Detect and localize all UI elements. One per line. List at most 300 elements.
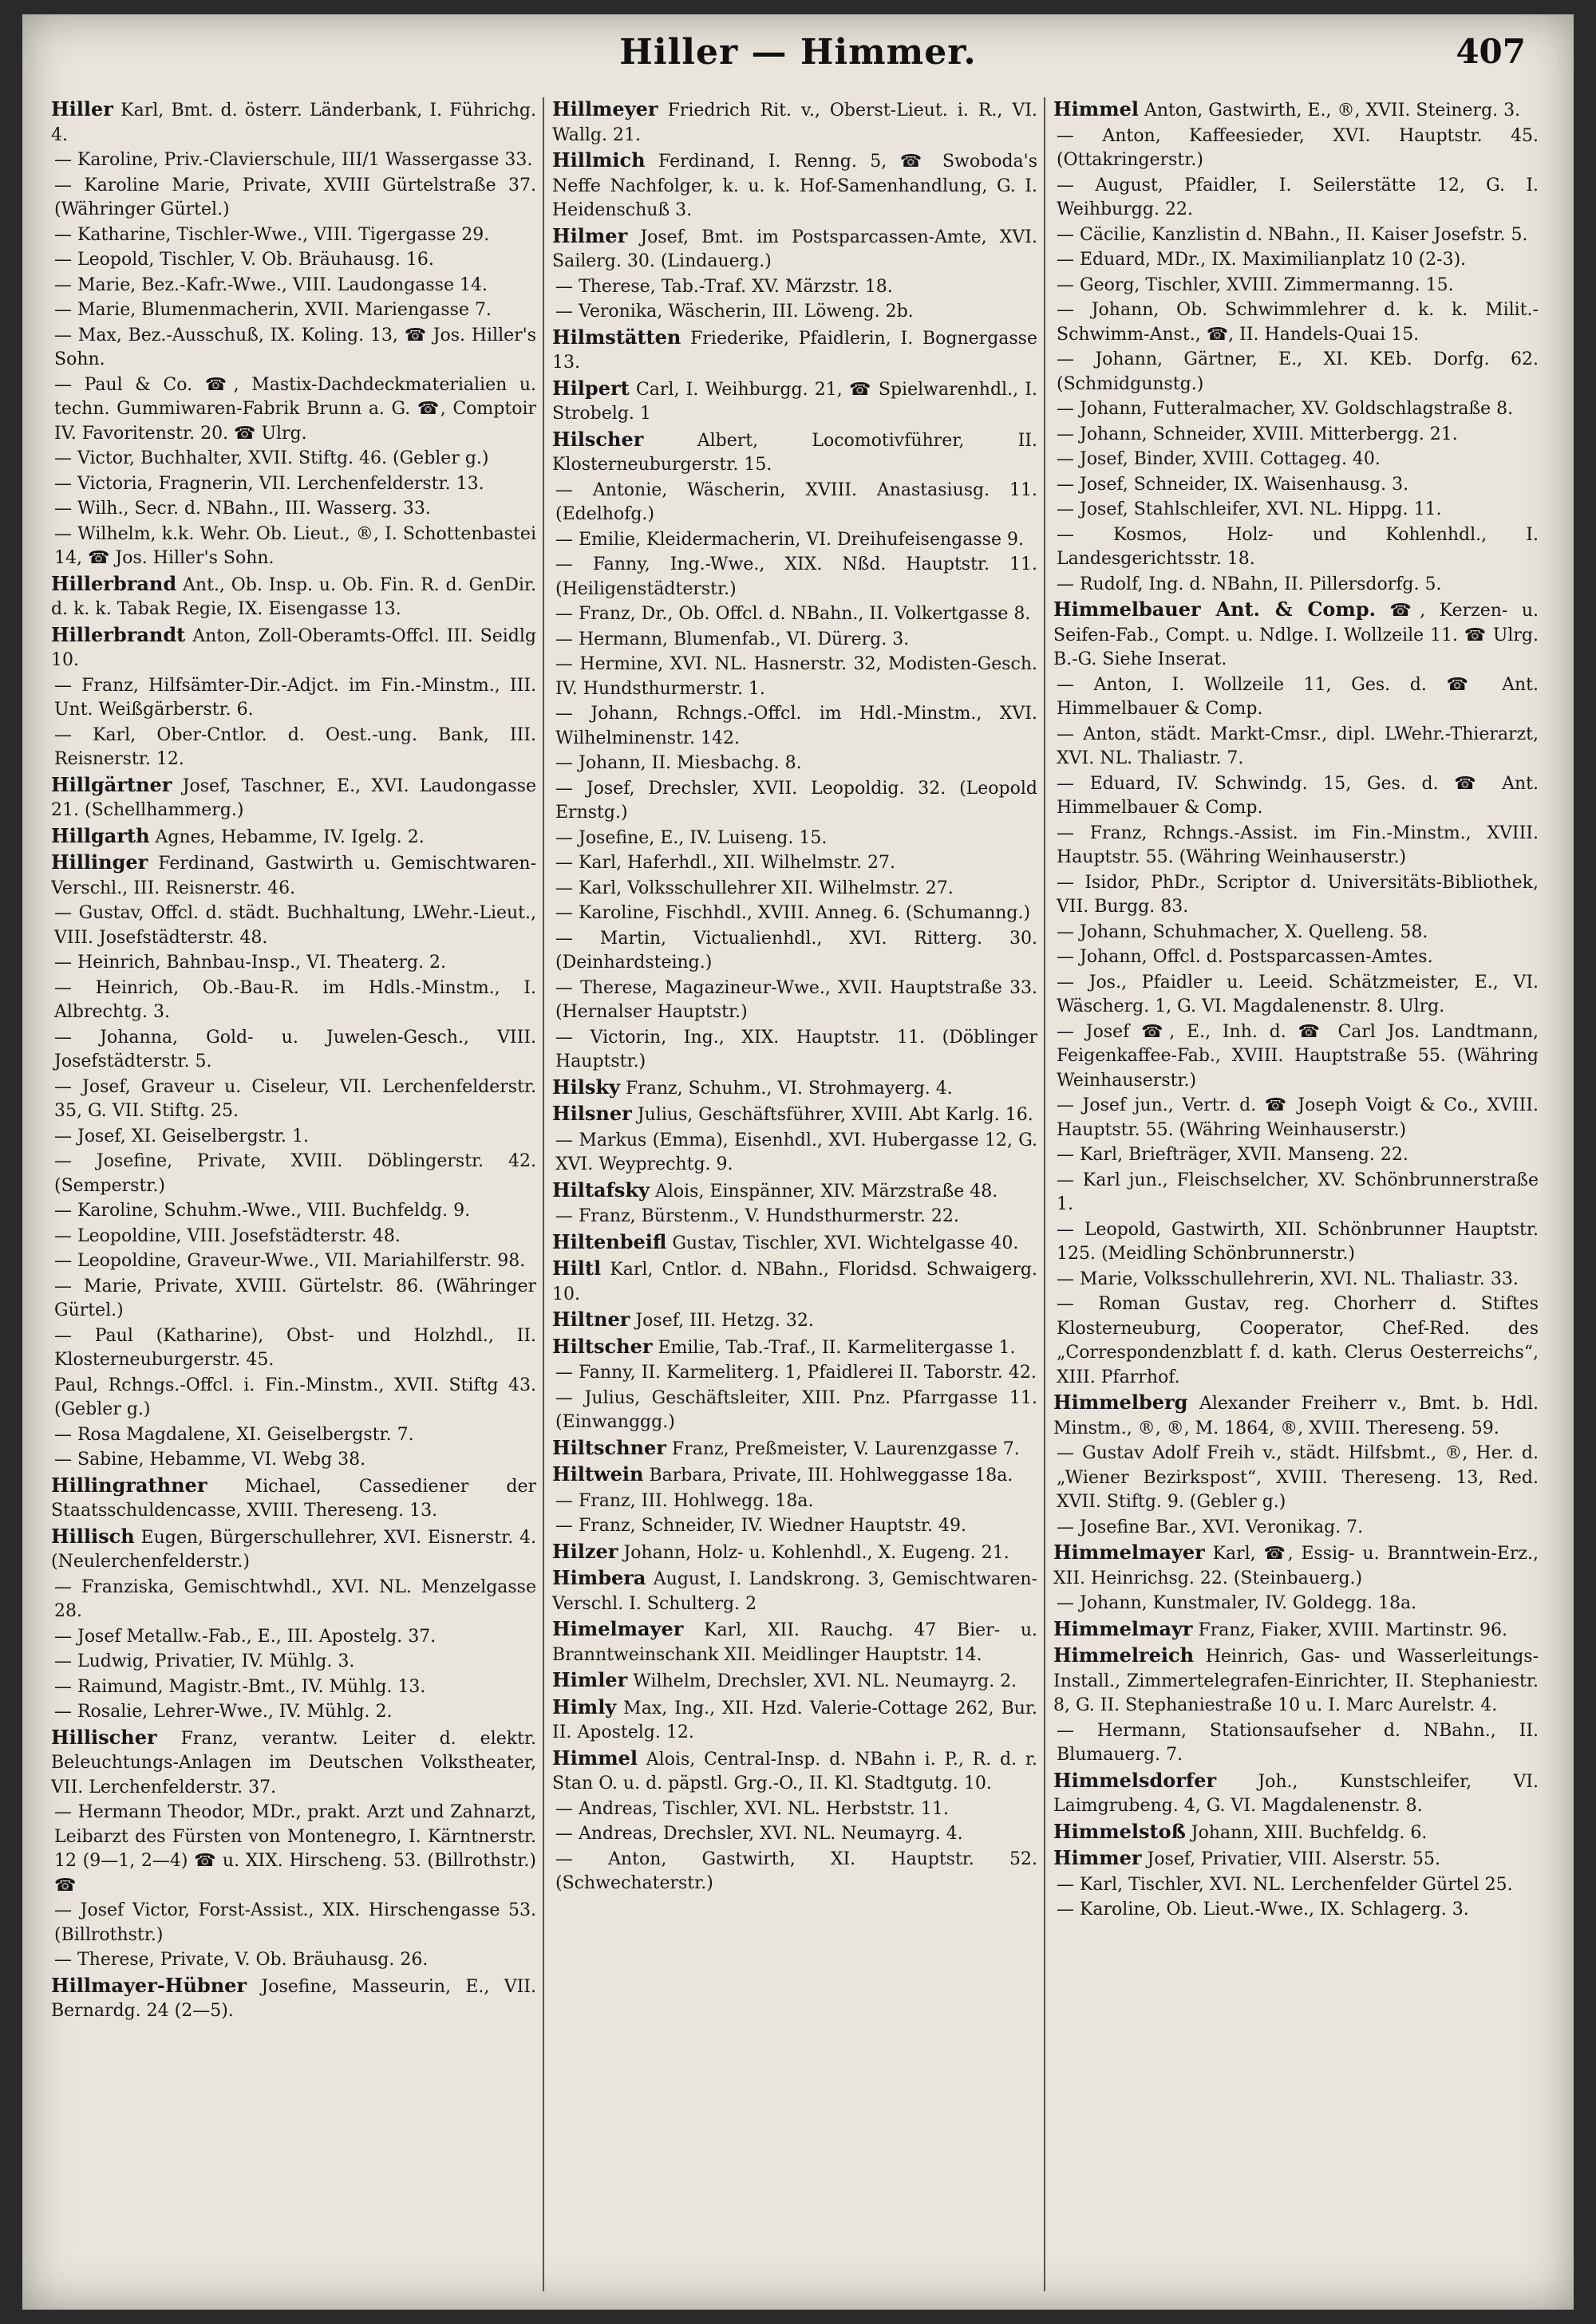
directory-entry-headword	[1053, 1617, 1539, 1643]
directory-entry-headword	[51, 623, 536, 673]
directory-entry-sub	[1053, 223, 1539, 248]
directory-entry-sub	[1053, 523, 1539, 572]
directory-entry-sub	[1053, 1898, 1539, 1923]
entry-text: — Anton, Gastwirth, XI. Hauptstr. 52. (Schwechaterstr.)	[555, 1849, 1037, 1893]
entry-text: Joh., Kunstschleifer, VI. Laimgrubeng. 4, G. VI. Magdalenenstr. 8.	[1053, 1771, 1539, 1816]
directory-entry-sub	[552, 1848, 1037, 1896]
directory-entry-sub	[51, 1249, 536, 1274]
entry-surname: Hilsner	[552, 1102, 632, 1125]
entry-surname: Hillmich	[552, 148, 646, 172]
directory-entry-sub	[51, 1125, 536, 1150]
entry-text: — Julius, Geschäftsleiter, XIII. Pnz. Pfarrgasse 11. (Einwanggg.)	[555, 1387, 1037, 1432]
entry-text: — Karl, Ober-Cntlor. d. Oest.-ung. Bank, III. Reisnerstr. 12.	[54, 724, 536, 769]
entry-surname: Himmelsdorfer	[1053, 1768, 1217, 1792]
directory-entry-headword	[552, 97, 1037, 148]
entry-text: — Anton, Kaffeesieder, XVI. Hauptstr. 45. (Ottakringerstr.)	[1057, 125, 1539, 170]
entry-text: — Franz, Hilfsämter-Dir.-Adjct. im Fin.-Minstm., III. Unt. Weißgärberstr. 6.	[54, 675, 536, 720]
entry-surname: Hiltenbeifl	[552, 1229, 667, 1253]
directory-entry-sub	[1053, 423, 1539, 448]
entry-text: — Markus (Emma), Eisenhdl., XVI. Hubergasse 12, G. XVI. Weyprechtg. 9.	[555, 1130, 1037, 1174]
directory-entry-sub	[51, 977, 536, 1025]
entry-text: — Johanna, Gold- u. Juwelen-Gesch., VIII. Josefstädterstr. 5.	[54, 1027, 536, 1071]
entry-surname: Himmer	[1053, 1846, 1142, 1869]
directory-entry-sub	[51, 223, 536, 248]
entry-surname: Hilzer	[552, 1539, 618, 1563]
entry-text: Karl, Cntlor. d. NBahn., Floridsd. Schwaigerg. 10.	[552, 1260, 1037, 1304]
entry-text: — Sabine, Hebamme, VI. Webg 38.	[54, 1450, 366, 1470]
directory-entry-sub	[51, 1324, 536, 1373]
entry-text: — Johann, Kunstmaler, IV. Goldegg. 18a.	[1057, 1593, 1417, 1613]
entry-text: — Hermann, Blumenfab., VI. Dürerg. 3.	[555, 629, 910, 649]
entry-text: Agnes, Hebamme, IV. Igelg. 2.	[149, 827, 425, 847]
directory-entry-sub	[51, 1199, 536, 1224]
entry-text: Franz, Schuhm., VI. Strohmayerg. 4.	[620, 1078, 953, 1099]
entry-text: — Karoline Marie, Private, XVIII Gürtelstraße 37. (Währinger Gürtel.)	[54, 175, 536, 219]
directory-entry-sub	[552, 702, 1037, 751]
directory-entry-headword	[552, 326, 1037, 376]
entry-text: — Andreas, Tischler, XVI. NL. Herbststr. 11.	[555, 1798, 949, 1819]
entry-surname: Himmelmayer	[1053, 1541, 1205, 1564]
directory-entry-sub	[51, 1275, 536, 1324]
entry-text: — Georg, Tischler, XVIII. Zimmermanng. 15.	[1057, 274, 1454, 295]
entry-text: Wilhelm, Drechsler, XVI. NL. Neumayrg. 2.	[627, 1671, 1017, 1691]
directory-entry-sub	[1053, 1292, 1539, 1390]
entry-text: Franz, Preßmeister, V. Laurenzgasse 7.	[666, 1438, 1020, 1459]
entry-text: Josef, Taschner, E., XVI. Laudongasse 21. (Schellhammerg.)	[51, 775, 536, 820]
entry-text: — Rosa Magdalene, XI. Geiselbergstr. 7.	[54, 1424, 414, 1445]
entry-surname: Hillinger	[51, 850, 148, 874]
entry-text: — Martin, Victualienhdl., XVI. Ritterg. 30. (Deinhardsteing.)	[555, 928, 1037, 973]
entry-text: — Roman Gustav, reg. Chorherr d. Stiftes Klosterneuburg, Cooperator, Chef-Red. des „Correspondenzblatt f. d. kath. Clerus Oesterreichs“, XIII. Pfarrhof.	[1057, 1294, 1539, 1387]
directory-entry-headword	[552, 1695, 1037, 1746]
directory-entry-headword	[1053, 1769, 1539, 1819]
directory-entry-headword	[51, 1726, 536, 1801]
directory-entry-headword	[552, 1436, 1037, 1462]
entry-surname: Himbera	[552, 1566, 646, 1589]
entry-text: — Josefine, E., IV. Luiseng. 15.	[555, 827, 828, 848]
entry-text: — Karoline, Fischhdl., XVIII. Anneg. 6. (Schumanng.)	[555, 903, 1031, 923]
directory-entry-headword	[51, 824, 536, 850]
directory-entry-sub	[51, 951, 536, 976]
directory-entry-headword	[51, 850, 536, 901]
entry-surname: Himmel	[552, 1746, 638, 1770]
directory-entry-headword	[1053, 97, 1539, 124]
directory-entry-headword	[552, 1335, 1037, 1361]
entry-surname: Himmel	[1053, 97, 1139, 120]
entry-text: Josef, Privatier, VIII. Alserstr. 55.	[1141, 1849, 1440, 1869]
entry-text: — Antonie, Wäscherin, XVIII. Anastasiusg. 11. (Edelhofg.)	[555, 479, 1037, 524]
entry-text: — Josef jun., Vertr. d. ☎ Joseph Voigt & Co., XVIII. Hauptstr. 55. (Währing Weinhauserstr.)	[1057, 1095, 1539, 1140]
directory-entry-sub	[51, 724, 536, 772]
entry-text: — Josef ☎, E., Inh. d. ☎ Carl Jos. Landtmann, Feigenkaffee-Fab., XVIII. Hauptstraße 55. (Währing Weinhauserstr.)	[1057, 1021, 1539, 1091]
directory-entry-sub	[51, 447, 536, 472]
directory-entry-sub	[1053, 1592, 1539, 1616]
directory-entry-sub	[51, 1625, 536, 1650]
directory-entry-sub	[1053, 772, 1539, 821]
directory-entry-sub	[51, 298, 536, 323]
directory-entry-sub	[1053, 945, 1539, 970]
entry-text: — Franz, Dr., Ob. Offcl. d. NBahn., II. Volkertgasse 8.	[555, 604, 1031, 624]
directory-entry-headword	[552, 1746, 1037, 1797]
directory-entry-sub	[552, 553, 1037, 602]
entry-text: — Johann, Ob. Schwimmlehrer d. k. k. Milit.-Schwimm-Anst., ☎, II. Handels-Quai 15.	[1057, 300, 1539, 345]
entry-text: — Johann, Schneider, XVIII. Mitterbergg. 21.	[1057, 424, 1458, 444]
entry-text: — Franz, Rchngs.-Assist. im Fin.-Minstm., XVIII. Hauptstr. 55. (Währing Weinhauserstr.)	[1057, 823, 1539, 867]
entry-text: — Jos., Pfaidler u. Leeid. Schätzmeister, E., VI. Wäscherg. 1, G. VI. Magdalenenstr. 8. Ulrg.	[1057, 972, 1539, 1016]
entry-text: — Josef, Graveur u. Ciseleur, VII. Lerchenfelderstr. 35, G. VII. Stiftg. 25.	[54, 1076, 536, 1121]
directory-entry-sub	[552, 628, 1037, 653]
directory-entry-sub	[1053, 124, 1539, 173]
entry-text: Franz, Fiaker, XVIII. Martinstr. 96.	[1192, 1620, 1508, 1640]
directory-entry-sub	[552, 528, 1037, 553]
directory-entry-headword	[552, 428, 1037, 478]
entry-surname: Hilmer	[552, 223, 628, 247]
entry-text: Ant., Ob. Insp. u. Ob. Fin. R. d. GenDir. d. k. k. Tabak Regie, IX. Eisengasse 13.	[51, 574, 536, 619]
directory-entry-sub	[1053, 1873, 1539, 1898]
entry-text: — Anton, städt. Markt-Cmsr., dipl. LWehr.-Thierarzt, XVI. NL. Thaliastr. 7.	[1057, 724, 1539, 768]
directory-entry-headword	[1053, 1643, 1539, 1718]
entry-text: — Victor, Buchhalter, XVII. Stiftg. 46. (Gebler g.)	[54, 448, 489, 468]
directory-entry-sub	[1053, 1516, 1539, 1541]
entry-text: — Karoline, Priv.-Clavierschule, III/1 Wassergasse 33.	[54, 150, 533, 170]
directory-entry-sub	[51, 1948, 536, 1973]
entry-text: — Josef Victor, Forst-Assist., XIX. Hirschengasse 53. (Billrothstr.)	[54, 1900, 536, 1945]
entry-surname: Himmelreich	[1053, 1643, 1195, 1667]
entry-text: — Franz, Bürstenm., V. Hundsthurmerstr. 22.	[555, 1206, 959, 1226]
entry-text: — Cäcilie, Kanzlistin d. NBahn., II. Kaiser Josefstr. 5.	[1057, 224, 1528, 245]
directory-entry-sub	[51, 472, 536, 497]
entry-text: — Johann, Offcl. d. Postsparcassen-Amtes.	[1057, 947, 1433, 967]
directory-entry-sub	[1053, 871, 1539, 920]
entry-surname: Hiltschner	[552, 1435, 666, 1459]
column-middle	[552, 97, 1045, 2291]
entry-text: — Rosalie, Lehrer-Wwe., IV. Mühlg. 2.	[54, 1702, 393, 1722]
directory-entry-sub	[51, 324, 536, 373]
directory-entry-headword	[51, 1474, 536, 1524]
directory-entry-sub	[51, 497, 536, 522]
directory-entry-sub	[51, 1150, 536, 1198]
directory-entry-headword	[552, 1617, 1037, 1667]
directory-entry-sub	[1053, 1218, 1539, 1267]
directory-entry-sub	[552, 479, 1037, 527]
directory-entry-sub	[51, 1374, 536, 1422]
directory-entry-sub	[552, 275, 1037, 300]
entry-text: — Johann, Rchngs.-Offcl. im Hdl.-Minstm., XVI. Wilhelminenstr. 142.	[555, 704, 1037, 748]
entry-text: — Andreas, Drechsler, XVI. NL. Neumayrg. 4.	[555, 1824, 963, 1844]
entry-text: Julius, Geschäftsführer, XVIII. Abt Karlg. 16.	[631, 1105, 1033, 1125]
entry-text: — Marie, Private, XVIII. Gürtelstr. 86. (Währinger Gürtel.)	[54, 1276, 536, 1320]
entry-text: — Therese, Tab.-Traf. XV. Märzstr. 18.	[555, 276, 893, 297]
entry-text: Anton, Zoll-Oberamts-Offcl. III. Seidlg 10.	[51, 625, 536, 670]
entry-text: — Max, Bez.-Ausschuß, IX. Koling. 13, ☎ Jos. Hiller's Sohn.	[54, 325, 536, 369]
column-right	[1053, 97, 1545, 2291]
directory-entry-sub	[1053, 274, 1539, 298]
entry-text: — Kosmos, Holz- und Kohlenhdl., I. Landesgerichtsstr. 18.	[1057, 524, 1539, 569]
entry-text: — Karl, Tischler, XVI. NL. Lerchenfelder Gürtel 25.	[1057, 1874, 1513, 1895]
directory-entry-headword	[552, 1102, 1037, 1128]
directory-entry-sub	[51, 1700, 536, 1725]
entry-text: — Karl, Haferhdl., XII. Wilhelmstr. 27.	[555, 853, 895, 873]
directory-entry-sub	[51, 1576, 536, 1624]
entry-text: — Paul (Katharine), Obst- und Holzhdl., II. Klosterneuburgerstr. 45.	[54, 1325, 536, 1370]
directory-entry-sub	[1053, 248, 1539, 273]
entry-surname: Hillingrathner	[51, 1473, 207, 1497]
directory-entry-sub	[51, 1899, 536, 1947]
directory-entry-sub	[1053, 298, 1539, 347]
directory-entry-sub	[552, 1489, 1037, 1514]
directory-entry-sub	[1053, 971, 1539, 1020]
running-title: Hiller — Himmer.	[619, 32, 977, 73]
entry-text: — Karoline, Schuhm.-Wwe., VIII. Buchfeldg. 9.	[54, 1201, 471, 1221]
directory-entry-headword	[552, 1566, 1037, 1616]
entry-text: — Franz, III. Hohlwegg. 18a.	[555, 1490, 814, 1511]
directory-entry-sub	[552, 1822, 1037, 1847]
entry-text: — Josef Metallw.-Fab., E., III. Apostelg. 37.	[54, 1626, 437, 1647]
entry-text: Albert, Locomotivführer, II. Klosterneuburgerstr. 15.	[552, 430, 1037, 475]
entry-surname: Hillgarth	[51, 823, 150, 847]
entry-text: Heinrich, Gas- und Wasserleitungs-Install., Zimmertelegrafen-Einrichter, II. Stephaniestr. 8, G. II. Stephaniestraße 10 u. I. Marc Aurelstr. 4.	[1053, 1647, 1539, 1715]
directory-entry-sub	[51, 1448, 536, 1473]
directory-entry-headword	[1053, 598, 1539, 673]
entry-surname: Himmelbauer Ant. & Comp.	[1053, 598, 1376, 621]
directory-entry-sub	[1053, 673, 1539, 722]
entry-text: — Johann, Schuhmacher, X. Quelleng. 58.	[1057, 921, 1428, 942]
directory-entry-headword	[552, 1230, 1037, 1257]
entry-text: Max, Ing., XII. Hzd. Valerie-Cottage 262, Bur. II. Apostelg. 12.	[552, 1698, 1037, 1742]
directory-entry-sub	[552, 752, 1037, 776]
entry-text: Josefine, Masseurin, E., VII. Bernardg. 24 (2—5).	[51, 1976, 536, 2021]
entry-text: ☎, Kerzen- u. Seifen-Fab., Compt. u. Ndlge. I. Wollzeile 11. ☎ Ulrg. B.-G. Siehe Inserat.	[1053, 601, 1539, 669]
directory-entry-sub	[51, 523, 536, 571]
directory-entry-sub	[552, 1361, 1037, 1386]
entry-text: — Paul & Co. ☎, Mastix-Dachdeckmaterialien u. techn. Gummiwaren-Fabrik Brunn a. G. ☎, Comptoir IV. Favoritenstr. 20. ☎ Ulrg.	[54, 374, 536, 444]
entry-surname: Hiltwein	[552, 1462, 644, 1486]
directory-entry-sub	[552, 653, 1037, 701]
entry-text: — August, Pfaidler, I. Seilerstätte 12, G. I. Weihburgg. 22.	[1057, 175, 1539, 219]
entry-text: — Fanny, Ing.-Wwe., XIX. Nßd. Hauptstr. 11. (Heiligenstädterstr.)	[555, 554, 1037, 599]
entry-text: Ferdinand, Gastwirth u. Gemischtwaren-Verschl., III. Reisnerstr. 46.	[51, 854, 536, 898]
directory-entry-headword	[1053, 1391, 1539, 1441]
directory-entry-sub	[51, 274, 536, 298]
entry-text: — Karl jun., Fleischselcher, XV. Schönbrunnerstraße 1.	[1057, 1170, 1539, 1214]
entry-surname: Hilpert	[552, 376, 630, 400]
entry-text: — Josef, Schneider, IX. Waisenhausg. 3.	[1057, 474, 1409, 495]
directory-entry-headword	[51, 773, 536, 823]
entry-text: Franz, verantw. Leiter d. elektr. Beleuchtungs-Anlagen im Deutschen Volkstheater, VII. Lerchenfelderstr. 37.	[51, 1728, 536, 1797]
directory-entry-sub	[1053, 473, 1539, 498]
entry-text: Johann, Holz- u. Kohlenhdl., X. Eugeng. 21.	[618, 1542, 1009, 1563]
directory-entry-sub	[1053, 1169, 1539, 1217]
entry-text: — Marie, Bez.-Kafr.-Wwe., VIII. Laudongasse 14.	[54, 274, 488, 295]
directory-entry-sub	[51, 902, 536, 950]
entry-text: — Eduard, IV. Schwindg. 15, Ges. d. ☎ Ant. Himmelbauer & Comp.	[1057, 773, 1539, 818]
entry-surname: Hillisch	[51, 1524, 135, 1548]
entry-text: — Johann, Futteralmacher, XV. Goldschlagstraße 8.	[1057, 399, 1514, 419]
entry-surname: Hillgärtner	[51, 772, 172, 796]
entry-text: — Leopold, Gastwirth, XII. Schönbrunner Hauptstr. 125. (Meidling Schönbrunnerstr.)	[1057, 1219, 1539, 1264]
directory-entry-sub	[1053, 1268, 1539, 1292]
directory-entry-sub	[552, 1514, 1037, 1539]
directory-entry-sub	[552, 1026, 1037, 1075]
directory-entry-sub	[51, 174, 536, 223]
entry-text: Barbara, Private, III. Hohlweggasse 18a.	[643, 1466, 1013, 1486]
entry-surname: Hilmstätten	[552, 325, 681, 349]
directory-entry-sub	[1053, 1442, 1539, 1515]
directory-entry-sub	[1053, 174, 1539, 223]
directory-entry-headword	[552, 1257, 1037, 1307]
directory-entry-headword	[1053, 1541, 1539, 1591]
entry-text: — Heinrich, Ob.-Bau-R. im Hdls.-Minstm., I. Albrechtg. 3.	[54, 977, 536, 1022]
entry-text: Friederike, Pfaidlerin, I. Bognergasse 13.	[552, 328, 1037, 373]
entry-surname: Hillerbrand	[51, 571, 177, 595]
directory-columns	[51, 97, 1545, 2291]
directory-entry-sub	[51, 1675, 536, 1700]
directory-entry-sub	[552, 927, 1037, 976]
entry-text: — Karl, Volksschullehrer XII. Wilhelmstr. 27.	[555, 878, 954, 898]
directory-entry-sub	[552, 602, 1037, 627]
entry-surname: Hiltl	[552, 1257, 602, 1280]
entry-text: — Raimund, Magistr.-Bmt., IV. Mühlg. 13.	[54, 1676, 426, 1697]
entry-text: — Josef, Drechsler, XVII. Leopoldig. 32. (Leopold Ernstg.)	[555, 778, 1037, 823]
directory-entry-sub	[1053, 723, 1539, 771]
entry-text: Gustav, Tischler, XVI. Wichtelgasse 40.	[666, 1233, 1019, 1253]
entry-text: — Karoline, Ob. Lieut.-Wwe., IX. Schlagerg. 3.	[1057, 1900, 1469, 1920]
entry-text: Alexander Freiherr v., Bmt. b. Hdl. Minstm., ®, ®, M. 1864, ®, XVIII. Thereseng. 59.	[1053, 1394, 1539, 1438]
directory-entry-sub	[51, 373, 536, 447]
directory-entry-sub	[51, 1225, 536, 1249]
entry-text: — Marie, Blumenmacherin, XVII. Mariengasse 7.	[54, 300, 492, 320]
entry-text: — Karl, Briefträger, XVII. Manseng. 22.	[1057, 1145, 1408, 1165]
entry-text: — Therese, Magazineur-Wwe., XVII. Hauptstraße 33. (Hernalser Hauptstr.)	[555, 977, 1037, 1022]
entry-text: — Gustav, Offcl. d. städt. Buchhaltung, LWehr.-Lieut., VIII. Josefstädterstr. 48.	[54, 903, 536, 948]
entry-text: Carl, I. Weihburgg. 21, ☎ Spielwarenhdl., I. Strobelg. 1	[552, 379, 1037, 424]
entry-surname: Hilsky	[552, 1075, 620, 1099]
directory-entry-sub	[1053, 448, 1539, 472]
entry-text: — Leopoldine, Graveur-Wwe., VII. Mariahilferstr. 98.	[54, 1251, 526, 1271]
entry-text: — Josefine, Private, XVIII. Döblingerstr. 42. (Semperstr.)	[54, 1151, 536, 1196]
directory-entry-sub	[1053, 1094, 1539, 1142]
directory-entry-headword	[51, 1974, 536, 2024]
entry-text: — Josef, Binder, XVIII. Cottageg. 40.	[1057, 449, 1381, 469]
directory-entry-headword	[1053, 1846, 1539, 1872]
entry-surname: Hiltner	[552, 1308, 630, 1331]
directory-entry-headword	[51, 572, 536, 622]
directory-entry-sub	[51, 1423, 536, 1448]
entry-text: — Hermine, XVI. NL. Hasnerstr. 32, Modisten-Gesch. IV. Hundsthurmerstr. 1.	[555, 654, 1037, 699]
entry-text: Ferdinand, I. Renng. 5, ☎ Swoboda's Neffe Nachfolger, k. u. k. Hof-Samenhandlung, G. I. Heidenschuß 3.	[552, 152, 1037, 220]
entry-surname: Hilscher	[552, 427, 644, 451]
entry-surname: Himmelberg	[1053, 1391, 1188, 1414]
entry-text: Johann, XIII. Buchfeldg. 6.	[1185, 1822, 1428, 1843]
entry-surname: Himmelmayr	[1053, 1616, 1193, 1640]
entry-text: Eugen, Bürgerschullehrer, XVI. Eisnerstr. 4. (Neulerchenfelderstr.)	[51, 1527, 536, 1572]
entry-text: — Johann, II. Miesbachg. 8.	[555, 753, 802, 773]
directory-entry-sub	[51, 674, 536, 723]
entry-text: August, I. Landskrong. 3, Gemischtwaren-Verschl. I. Schulterg. 2	[552, 1569, 1037, 1614]
directory-entry-headword	[552, 148, 1037, 223]
entry-text: Karl, Bmt. d. österr. Länderbank, I. Führichg. 4.	[51, 101, 536, 145]
directory-entry-sub	[552, 902, 1037, 926]
entry-surname: Hillerbrandt	[51, 622, 186, 646]
entry-text: — Rudolf, Ing. d. NBahn, II. Pillersdorfg. 5.	[1057, 574, 1442, 594]
entry-text: — Heinrich, Bahnbau-Insp., VI. Theaterg. 2.	[54, 953, 447, 973]
directory-entry-headword	[51, 1525, 536, 1575]
entry-surname: Himelmayer	[552, 1617, 684, 1640]
entry-text: — Anton, I. Wollzeile 11, Ges. d. ☎ Ant. Himmelbauer & Comp.	[1057, 674, 1539, 719]
entry-text: — Katharine, Tischler-Wwe., VIII. Tigergasse 29.	[54, 224, 490, 245]
column-left	[51, 97, 544, 2291]
entry-surname: Himmelstoß	[1053, 1819, 1186, 1843]
directory-entry-headword	[552, 377, 1037, 427]
entry-text: Josef, III. Hetzg. 32.	[630, 1311, 814, 1331]
directory-entry-sub	[51, 1026, 536, 1075]
directory-entry-sub	[552, 877, 1037, 902]
directory-entry-sub	[1053, 1020, 1539, 1094]
entry-text: — Gustav Adolf Freih v., städt. Hilfsbmt., ®, Her. d. „Wiener Bezirkspost“, XVIII. Thereseng. 13, Red. XVII. Stiftg. 9. (Gebler g.)	[1057, 1443, 1539, 1512]
entry-text: Alois, Einspänner, XIV. Märzstraße 48.	[649, 1181, 998, 1201]
entry-text: Alois, Central-Insp. d. NBahn i. P., R. d. r. Stan O. u. d. päpstl. Grg.-O., II. Kl. Stadtgutg. 10.	[552, 1749, 1037, 1793]
entry-text: — Johann, Gärtner, E., XI. KEb. Dorfg. 62. (Schmidgunstg.)	[1057, 349, 1539, 394]
directory-entry-sub	[552, 851, 1037, 876]
directory-entry-sub	[51, 1075, 536, 1124]
entry-surname: Hiller	[51, 97, 113, 120]
entry-text: — Wilhelm, k.k. Wehr. Ob. Lieut., ®, I. Schottenbastei 14, ☎ Jos. Hiller's Sohn.	[54, 523, 536, 568]
directory-entry-headword	[1053, 1820, 1539, 1846]
directory-entry-sub	[51, 1801, 536, 1898]
directory-entry-sub	[1053, 822, 1539, 870]
directory-entry-headword	[552, 1075, 1037, 1102]
entry-text: — Leopold, Tischler, V. Ob. Bräuhausg. 16.	[54, 250, 434, 270]
entry-surname: Hillmeyer	[552, 97, 658, 120]
entry-text: — Wilh., Secr. d. NBahn., III. Wasserg. 33.	[54, 499, 431, 519]
directory-entry-sub	[1053, 397, 1539, 422]
directory-entry-sub	[552, 977, 1037, 1025]
entry-text: — Marie, Volksschullehrerin, XVI. NL. Thaliastr. 33.	[1057, 1269, 1519, 1289]
entry-text: — Fanny, II. Karmeliterg. 1, Pfaidlerei II. Taborstr. 42.	[555, 1363, 1037, 1383]
directory-entry-sub	[1053, 1719, 1539, 1768]
directory-entry-sub	[552, 1797, 1037, 1822]
directory-entry-sub	[51, 248, 536, 273]
directory-entry-sub	[552, 1205, 1037, 1229]
page-header	[22, 32, 1574, 88]
directory-entry-sub	[51, 148, 536, 173]
entry-text: Anton, Gastwirth, E., ®, XVII. Steinerg. 3.	[1138, 101, 1521, 120]
directory-entry-headword	[552, 1178, 1037, 1205]
entry-text: Emilie, Tab.-Traf., II. Karmelitergasse 1.	[652, 1337, 1016, 1358]
entry-text: — Josef, Stahlschleifer, XVI. NL. Hippg. 11.	[1057, 499, 1442, 519]
directory-entry-headword	[552, 1540, 1037, 1566]
directory-entry-sub	[552, 1387, 1037, 1435]
entry-text: Michael, Cassediener der Staatsschuldencasse, XVIII. Thereseng. 13.	[51, 1476, 536, 1521]
directory-page	[22, 14, 1574, 2310]
entry-surname: Hiltafsky	[552, 1178, 650, 1201]
directory-entry-headword	[51, 97, 536, 148]
directory-entry-sub	[552, 300, 1037, 325]
directory-entry-headword	[552, 1308, 1037, 1334]
entry-text: — Leopoldine, VIII. Josefstädterstr. 48.	[54, 1225, 401, 1246]
entry-text: — Therese, Private, V. Ob. Bräuhausg. 26.	[54, 1950, 429, 1970]
directory-entry-sub	[1053, 1143, 1539, 1168]
directory-entry-headword	[552, 1668, 1037, 1695]
entry-text: — Eduard, MDr., IX. Maximilianplatz 10 (2-3).	[1057, 250, 1467, 270]
entry-text: — Emilie, Kleidermacherin, VI. Dreihufeisengasse 9.	[555, 529, 1024, 550]
entry-text: — Victorin, Ing., XIX. Hauptstr. 11. (Döblinger Hauptstr.)	[555, 1027, 1037, 1071]
entry-text: Friedrich Rit. v., Oberst-Lieut. i. R., VI. Wallg. 21.	[552, 101, 1037, 145]
directory-entry-sub	[552, 777, 1037, 826]
entry-text: — Josef, XI. Geiselbergstr. 1.	[54, 1126, 309, 1146]
entry-text: Paul, Rchngs.-Offcl. i. Fin.-Minstm., XVII. Stiftg 43. (Gebler g.)	[54, 1375, 536, 1419]
entry-text: — Isidor, PhDr., Scriptor d. Universitäts-Bibliothek, VII. Burgg. 83.	[1057, 872, 1539, 917]
